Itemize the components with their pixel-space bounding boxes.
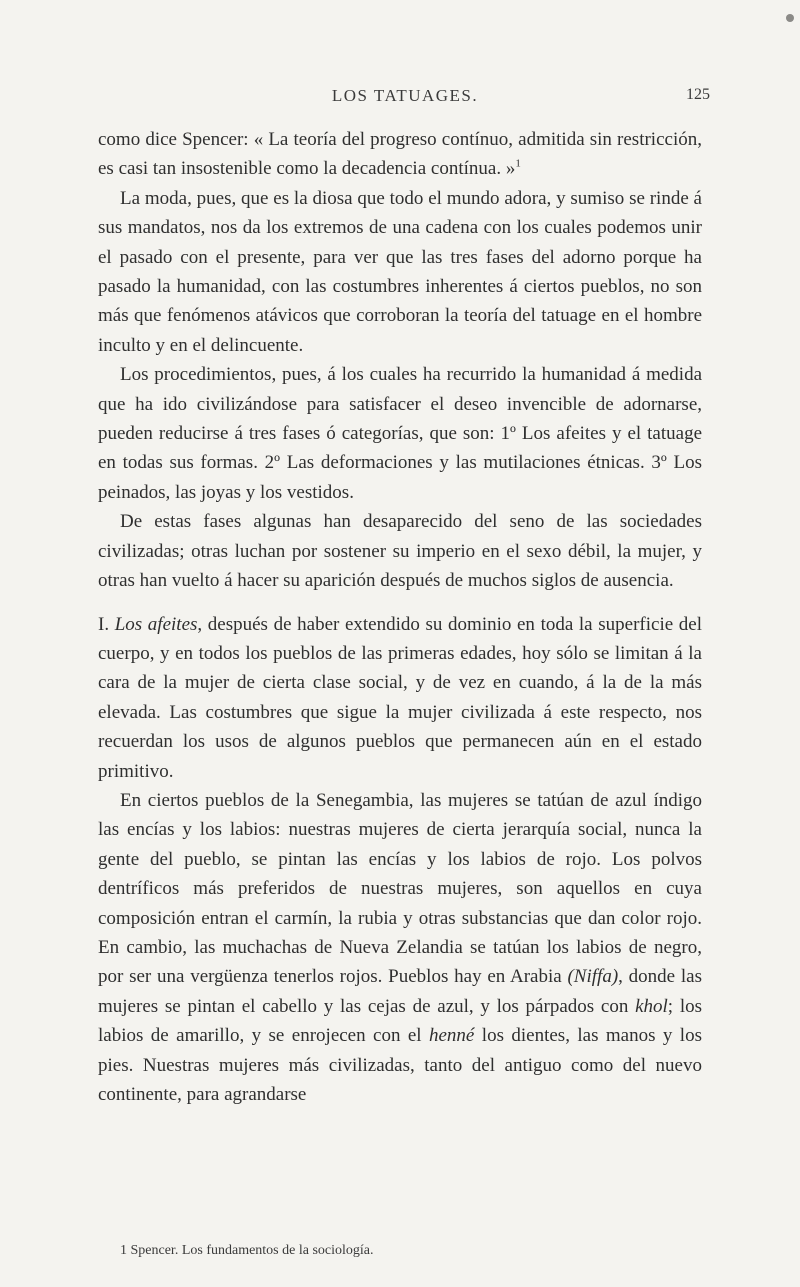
paragraph-4: De estas fases algunas han desaparecido del seno de las sociedades civilizadas; otras luchan por sostener su imperio en el sexo débil, la mujer, y otras han vuelto á hacer su aparición después de muchos siglos de ausencia. <box>98 511 702 592</box>
paragraph-6-text-b: , donde las mujeres se pintan el cabello y las cejas de azul, y los párpados con <box>98 966 702 1017</box>
running-header <box>100 86 710 110</box>
paragraph-6-text-a: En ciertos pueblos de la Senegambia, las mujeres se tatúan de azul índigo las encías y los labios: nuestras mujeres de cierta jerarquía social, nunca la gente del pueblo, se pintan las encías y los labios de rojo. Los polvos dentríficos más preferidos de nuestras mujeres, son aquellos en cuya composición entran el carmín, la rubia y otras substancias que dan color rojo. En cambio, las muchachas de Nueva Zelandia se tatúan los labios de negro, por ser una vergüenza tenerlos rojos. Pueblos hay en Arabia <box>98 789 702 988</box>
paragraph-5-text: , después de haber extendido su dominio en toda la superficie del cuerpo, y en todos los pueblos de las primeras edades, hoy sólo se limitan á la cara de la mujer de cierta clase social, y de vez en cuando, á la de la más elevada. Las costumbres que sigue la mujer civilizada á este respecto, nos recuerdan los usos de algunos pueblos que permanecen aún en el estado primitivo. <box>98 613 702 782</box>
footnote-reference: 1 <box>515 158 521 171</box>
paragraph-1-text: como dice Spencer: « La teoría del progreso contínuo, admitida sin restricción, es casi tan insostenible como la decadencia contínua. » <box>98 129 702 180</box>
paragraph-2: La moda, pues, que es la diosa que todo el mundo adora, y sumiso se rinde á sus mandatos, nos da los extremos de una cadena con los cuales podemos unir el pasado con el presente, para ver que las tres fases del adorno porque ha pasado la humanidad, con las costumbres inherentes á ciertos pueblos, no son más que fenómenos atávicos que corroboran la teoría del tatuage en el hombre inculto y en el delincuente. <box>98 187 702 356</box>
italic-henne: henné <box>429 1025 475 1047</box>
italic-niffa: (Niffa) <box>567 966 619 988</box>
paragraph-6-text-c: ; los labios de amarillo, y se enrojecen con el <box>98 995 702 1047</box>
body-text <box>98 125 702 1109</box>
paragraph-1 <box>98 125 702 184</box>
paragraph-3: Los procedimientos, pues, á los cuales ha recurrido la humanidad á medida que ha ido civilizándose para satisfacer el deseo invencible de adornarse, pueden reducirse á tres fases ó categorías, que son: 1º Los afeites y el tatuage en todas sus formas. 2º Las deformaciones y las mutilaciones étnicas. 3º Los peinados, las joyas y los vestidos. <box>98 364 702 503</box>
paragraph-6 <box>98 786 702 1109</box>
running-title: LOS TATUAGES. <box>331 86 479 105</box>
paragraph-6-text-d: los dientes, las manos y los pies. Nuestras mujeres más civilizadas, tanto del antiguo como del nuevo continente, para agrandarse <box>98 1025 702 1105</box>
section-numeral: I. <box>98 613 110 635</box>
page-number: 125 <box>686 86 710 103</box>
italic-khol: khol <box>635 995 668 1017</box>
paragraph-5 <box>98 610 702 786</box>
footnote: 1 Spencer. Los fundamentos de la sociología. <box>120 1243 374 1258</box>
section-title: Los afeites <box>114 613 198 635</box>
page-corner-dot <box>786 14 794 22</box>
